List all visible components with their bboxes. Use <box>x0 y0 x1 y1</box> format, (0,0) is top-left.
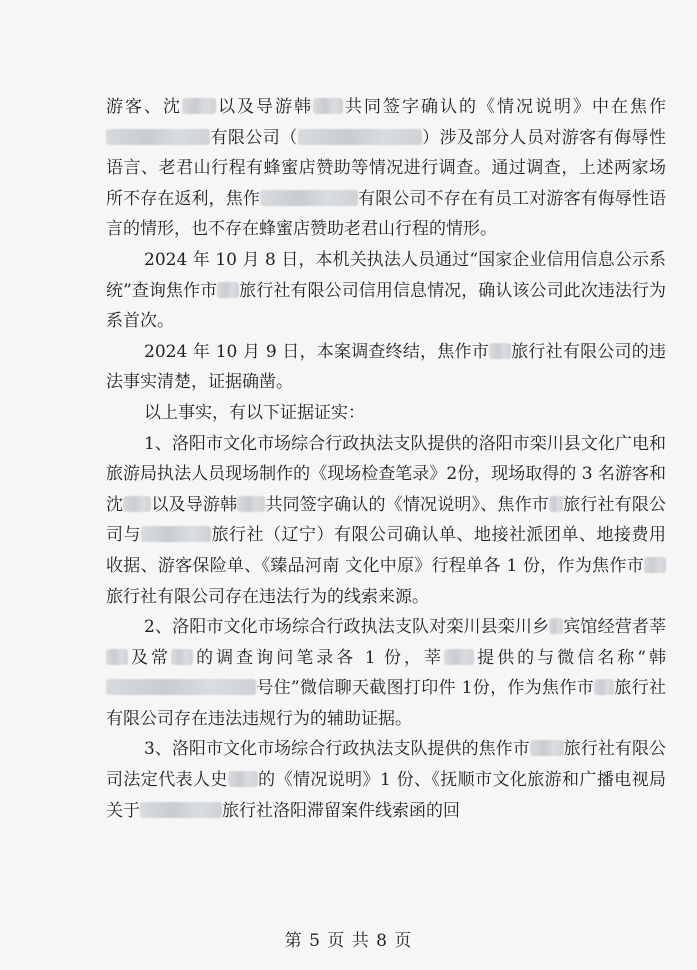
text-run: 旅行社有限公司与 <box>106 494 667 546</box>
text-run: 以上事实，有以下证据证实： <box>144 402 365 423</box>
paragraph-evidence-2 <box>106 612 666 734</box>
text-run: 旅行社有限公司法定代表人史 <box>106 739 666 791</box>
text-run: ）涉及部分人员对游客有侮辱性语言、老君山行程有蜂蜜店赞助等情况进行调查。通过调查，上述两家场所不存在返利，焦作 <box>106 127 667 209</box>
text-run: 的《情况说明》1 份、《抚顺市文化旅游和广播电视局关于 <box>106 770 667 821</box>
redaction-mark <box>106 679 256 695</box>
redaction-mark <box>141 526 211 542</box>
redaction-mark <box>106 129 210 145</box>
redaction-mark <box>489 343 511 359</box>
text-run: 以及导游韩 <box>151 494 238 515</box>
redaction-mark <box>106 649 128 665</box>
text-run: 2024 年 10 月 8 日，本机关执法人员通过“国家企业信用信息公示系统”查询焦作市 <box>106 249 666 301</box>
text-run: 旅行社洛阳滞留案件线索函的回 <box>222 800 460 821</box>
redaction-mark <box>313 98 343 114</box>
redaction-mark <box>217 282 239 298</box>
paragraph-evidence-intro <box>106 398 666 429</box>
redaction-mark <box>182 98 216 114</box>
redaction-mark <box>549 618 563 634</box>
redaction-mark <box>644 557 666 573</box>
paragraph-credit-check <box>106 245 666 337</box>
text-run: 游客、沈 <box>106 97 182 117</box>
text-run: 有限公司（ <box>210 127 298 148</box>
text-run: 提供的与微信名称“韩 <box>474 647 667 668</box>
text-run: 3、洛阳市文化市场综合行政执法支队提供的焦作市 <box>144 739 530 760</box>
redaction-mark <box>594 679 614 695</box>
redaction-mark <box>171 649 193 665</box>
redaction-mark <box>549 496 563 512</box>
text-run: 2024 年 10 月 9 日，本案调查终结，焦作市 <box>144 341 489 362</box>
text-run: 共同签字确认的《情况说明》中在焦作 <box>343 97 666 117</box>
text-run: 旅行社有限公司信用信息情况，确认该公司此次违法行为系首次。 <box>106 280 666 332</box>
redaction-mark <box>298 129 422 145</box>
text-run: 宾馆经营者莘 <box>563 617 666 638</box>
text-run: 有限公司不存在有员工对游客有侮辱性语言的情形，也不存在蜂蜜店赞助老君山行程的情形。 <box>106 188 666 240</box>
text-run: 以及导游韩 <box>216 97 313 117</box>
text-run: 2、洛阳市文化市场综合行政执法支队对栾川县栾川乡 <box>144 617 550 638</box>
text-run: 号住”微信聊天截图打印件 1份，作为焦作市 <box>256 678 595 699</box>
text-run: 及常 <box>128 647 172 668</box>
redaction-mark <box>444 649 474 665</box>
text-run: 旅行社有限公司存在违法行为的线索来源。 <box>106 586 429 607</box>
redaction-mark <box>530 740 564 756</box>
redaction-mark <box>237 496 265 512</box>
text-run: 1、洛阳市文化市场综合行政执法支队提供的洛阳市栾川县文化广电和旅游局执法人员现场制作的《现场检查笔录》2份，现场取得的 3 名游客和沈 <box>106 433 666 515</box>
document-body <box>106 92 666 826</box>
page-number-footer: 第 5 页 共 8 页 <box>284 931 413 951</box>
text-run: 旅行社有限公司的违法事实清楚，证据确凿。 <box>106 341 666 393</box>
text-run: 旅行社（辽宁）有限公司确认单、地接社派团单、地接费用收据、游客保险单、《臻品河南 文化中原》行程单各 1 份，作为焦作市 <box>106 525 666 576</box>
redaction-mark <box>140 802 222 818</box>
redaction-mark <box>228 771 258 787</box>
redaction-mark <box>123 496 151 512</box>
text-run: 共同签字确认的《情况说明》、焦作市 <box>265 494 549 515</box>
text-run: 旅行社有限公司存在违法违规行为的辅助证据。 <box>106 678 667 729</box>
paragraph-evidence-3 <box>106 734 666 826</box>
text-run: 的调查询问笔录各 1 份，莘 <box>193 647 445 668</box>
paragraph-evidence-1 <box>106 429 666 613</box>
paragraph-investigation <box>106 92 666 245</box>
redaction-mark <box>260 190 358 206</box>
paragraph-investigation-end <box>106 337 666 398</box>
